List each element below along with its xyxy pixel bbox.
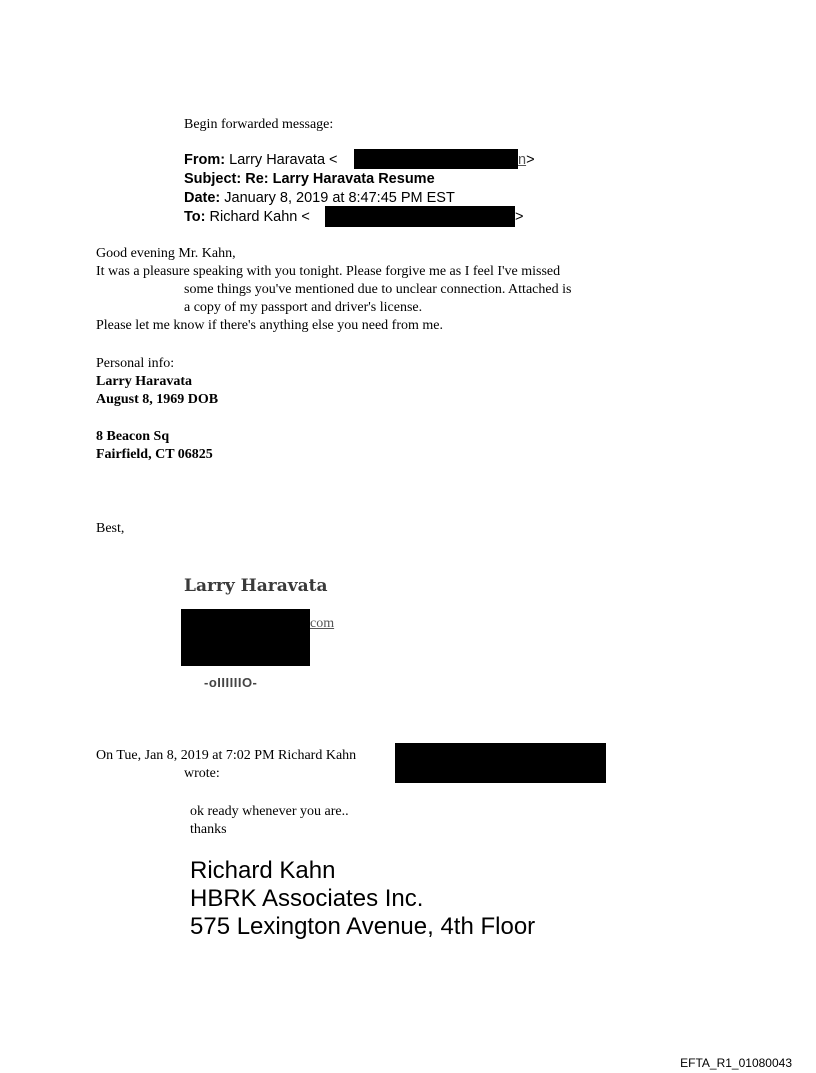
date-value: January 8, 2019 at 8:47:45 PM EST — [224, 190, 455, 206]
closing: Best, — [96, 521, 125, 536]
to-name: Richard Kahn < — [209, 209, 310, 225]
date-label: Date: — [184, 190, 221, 206]
quoted-message-line-2: thanks — [190, 822, 227, 837]
quoted-attribution: On Tue, Jan 8, 2019 at 7:02 PM Richard Kahn — [96, 748, 357, 763]
personal-info-label: Personal info: — [96, 356, 175, 371]
from-close: > — [526, 152, 535, 168]
personal-address-2: Fairfield, CT 06825 — [96, 447, 213, 462]
from-name: Larry Haravata < — [229, 152, 338, 168]
subject-line: Subject: Re: Larry Haravata Resume — [184, 171, 435, 187]
to-line — [184, 208, 310, 227]
from-line — [184, 151, 338, 170]
from-email-link[interactable]: n — [518, 152, 527, 168]
greeting: Good evening Mr. Kahn, — [96, 246, 236, 261]
to-label: To: — [184, 209, 206, 225]
from-email-tail — [518, 151, 535, 170]
quoted-signature-name: Richard Kahn — [190, 857, 336, 884]
personal-dob: August 8, 1969 DOB — [96, 392, 219, 407]
forward-intro: Begin forwarded message: — [184, 117, 334, 132]
signature-email-link[interactable]: com — [310, 616, 335, 631]
personal-name: Larry Haravata — [96, 374, 193, 389]
quoted-message-line-1: ok ready whenever you are.. — [190, 804, 349, 819]
from-label: From: — [184, 152, 226, 168]
signature-logo: -oIIIIIIO- — [204, 675, 258, 690]
personal-address-1: 8 Beacon Sq — [96, 429, 170, 444]
to-close: > — [515, 209, 524, 225]
body-line-2: some things you've mentioned due to unclear connection. Attached is — [184, 282, 572, 297]
body-line-1: It was a pleasure speaking with you tonight. Please forgive me as I feel I've missed — [96, 264, 561, 279]
body-line-3: a copy of my passport and driver's license. — [184, 300, 423, 315]
redaction-signature-contact — [181, 609, 310, 666]
redaction-to-email — [325, 206, 515, 227]
quoted-signature-company: HBRK Associates Inc. — [190, 885, 424, 912]
signature-name: Larry Haravata — [184, 576, 328, 596]
document-id: EFTA_R1_01080043 — [680, 1056, 792, 1070]
body-line-4: Please let me know if there's anything else you need from me. — [96, 318, 443, 333]
quoted-wrote: wrote: — [184, 766, 220, 781]
quoted-signature-address: 575 Lexington Avenue, 4th Floor — [190, 913, 536, 940]
redaction-quoted-email — [395, 743, 606, 783]
redaction-from-email — [354, 149, 518, 169]
